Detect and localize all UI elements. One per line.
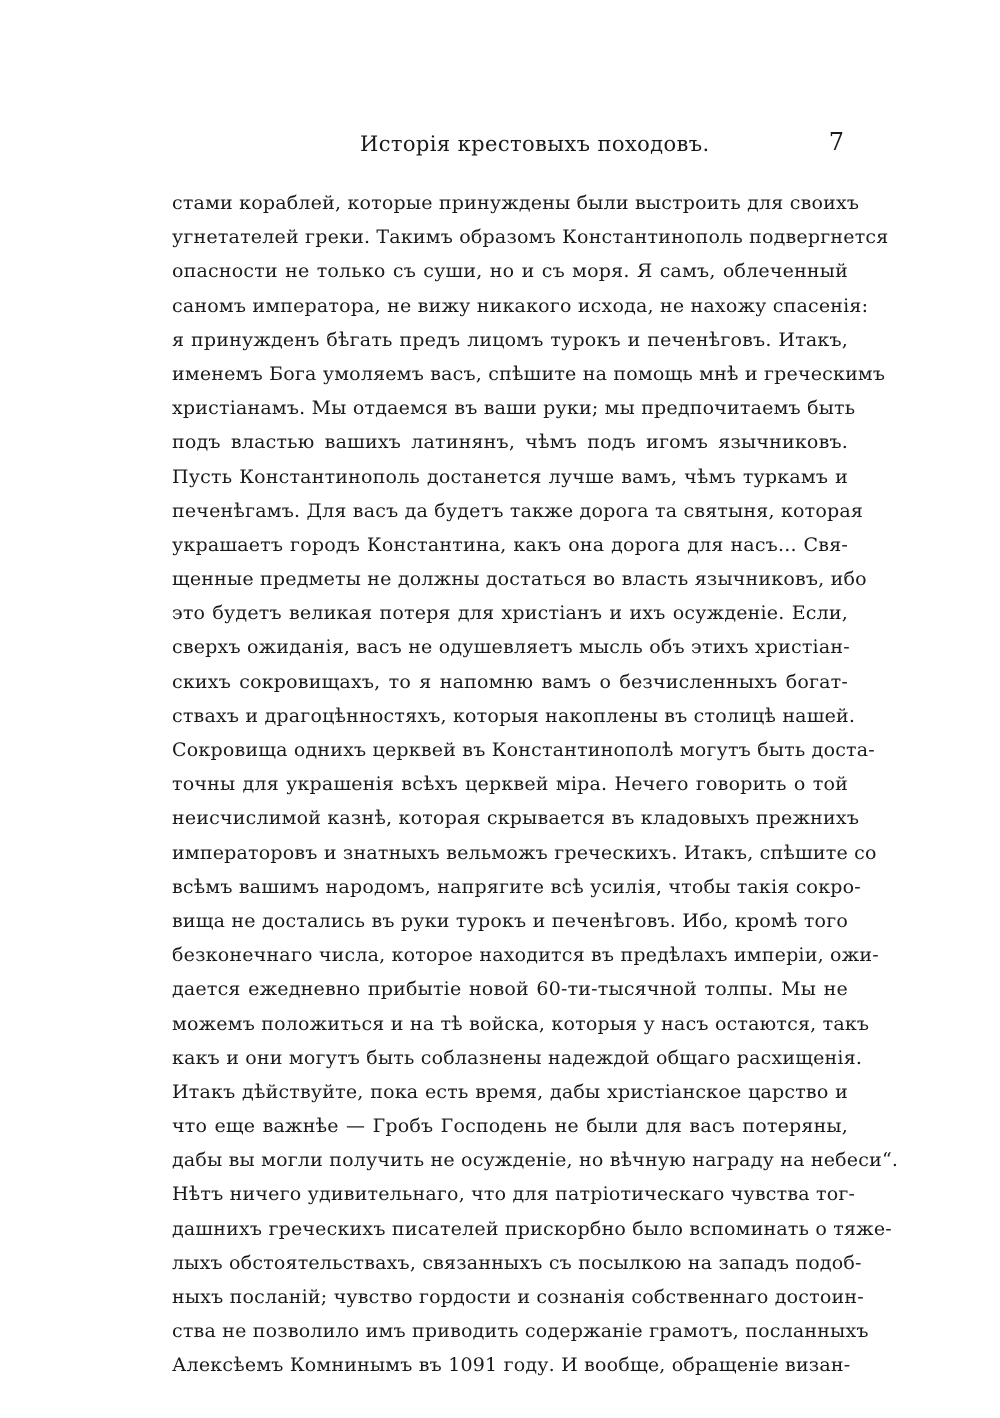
text-line: какъ и они могутъ быть соблазнены надеждой общаго расхищенія. xyxy=(172,1046,863,1069)
text-line: сверхъ ожиданія, васъ не одушевляетъ мысль объ этихъ христіан- xyxy=(172,636,850,659)
text-line: ства не позволило имъ приводить содержаніе грамотъ, посланныхъ xyxy=(172,1320,869,1343)
text-line: украшаетъ городъ Константина, какъ она дорога для насъ... Свя- xyxy=(172,533,848,556)
text-line: Алексѣемъ Комнинымъ въ 1091 году. И вообще, обращеніе визан- xyxy=(172,1354,851,1377)
text-line: что еще важнѣе — Гробъ Господень не были для васъ потеряны, xyxy=(172,1115,848,1138)
text-line: христіанамъ. Мы отдаемся въ ваши руки; мы предпочитаемъ быть xyxy=(172,397,856,420)
text-line: Итакъ дѣйствуйте, пока есть время, дабы христіанское царство и xyxy=(172,1080,848,1103)
text-line: именемъ Бога умоляемъ васъ, спѣшите на помощь мнѣ и греческимъ xyxy=(172,362,886,385)
text-line: можемъ положиться и на тѣ войска, которыя у насъ остаются, такъ xyxy=(172,1012,870,1035)
running-title: Исторія крестовыхъ походовъ. xyxy=(360,132,710,156)
text-line: подъ властью вашихъ латинянъ, чѣмъ подъ игомъ язычниковъ. xyxy=(172,431,848,454)
text-line: вища не достались въ руки турокъ и печенѣговъ. Ибо, кромѣ того xyxy=(172,909,848,932)
text-line: дабы вы могли получить не осужденіе, но вѣчную награду на небеси“. xyxy=(172,1149,899,1172)
text-line: лыхъ обстоятельствахъ, связанныхъ съ посылкою на западъ подоб- xyxy=(172,1251,862,1274)
text-line: стами кораблей, которые принуждены были выстроить для своихъ xyxy=(172,192,860,214)
page-number: 7 xyxy=(828,128,844,156)
page-header xyxy=(172,128,844,168)
text-line: я принужденъ бѣгать предъ лицомъ турокъ и печенѣговъ. Итакъ, xyxy=(172,328,848,351)
text-line: дается ежедневно прибытіе новой 60-ти-тысячной толпы. Мы не xyxy=(172,978,848,1001)
text-line: скихъ сокровищахъ, то я напомню вамъ о безчисленныхъ богат- xyxy=(172,670,848,693)
text-line: Сокровища однихъ церквей въ Константинополѣ могутъ быть доста- xyxy=(172,739,875,761)
body-text xyxy=(172,186,899,1383)
text-line: Нѣтъ ничего удивительнаго, что для патріотическаго чувства тог- xyxy=(172,1183,856,1206)
text-line: это будетъ великая потеря для христіанъ и ихъ осужденіе. Если, xyxy=(172,602,848,625)
text-line: точны для украшенія всѣхъ церквей міра. Нечего говорить о той xyxy=(172,773,848,796)
text-line: безконечнаго числа, которое находится въ предѣлахъ имперіи, ожи- xyxy=(172,944,879,967)
text-line: печенѣгамъ. Для васъ да будетъ также дорога та святыня, которая xyxy=(172,499,864,522)
text-line: императоровъ и знатныхъ вельможъ греческихъ. Итакъ, спѣшите со xyxy=(172,841,877,864)
text-line: щенные предметы не должны достаться во власть язычниковъ, ибо xyxy=(172,568,867,591)
text-line: ствахъ и драгоцѣнностяхъ, которыя накоплены въ столицѣ нашей. xyxy=(172,704,856,727)
text-line: Пусть Константинополь достанется лучше вамъ, чѣмъ туркамъ и xyxy=(172,465,848,488)
text-line: угнетателей греки. Такимъ образомъ Константинополь подвергнется xyxy=(172,226,889,249)
text-line: ныхъ посланій; чувство гордости и сознанія собственнаго достоин- xyxy=(172,1286,864,1308)
text-line: неисчислимой казнѣ, которая скрывается въ кладовыхъ прежнихъ xyxy=(172,807,860,830)
text-line: дашнихъ греческихъ писателей прискорбно было вспоминать о тяже- xyxy=(172,1217,892,1240)
text-line: опасности не только съ суши, но и съ моря. Я самъ, облеченный xyxy=(172,260,848,283)
text-line: всѣмъ вашимъ народомъ, напрягите всѣ усилія, чтобы такія сокро- xyxy=(172,875,861,898)
text-line: саномъ императора, не вижу никакого исхода, не нахожу спасенія: xyxy=(172,294,869,317)
